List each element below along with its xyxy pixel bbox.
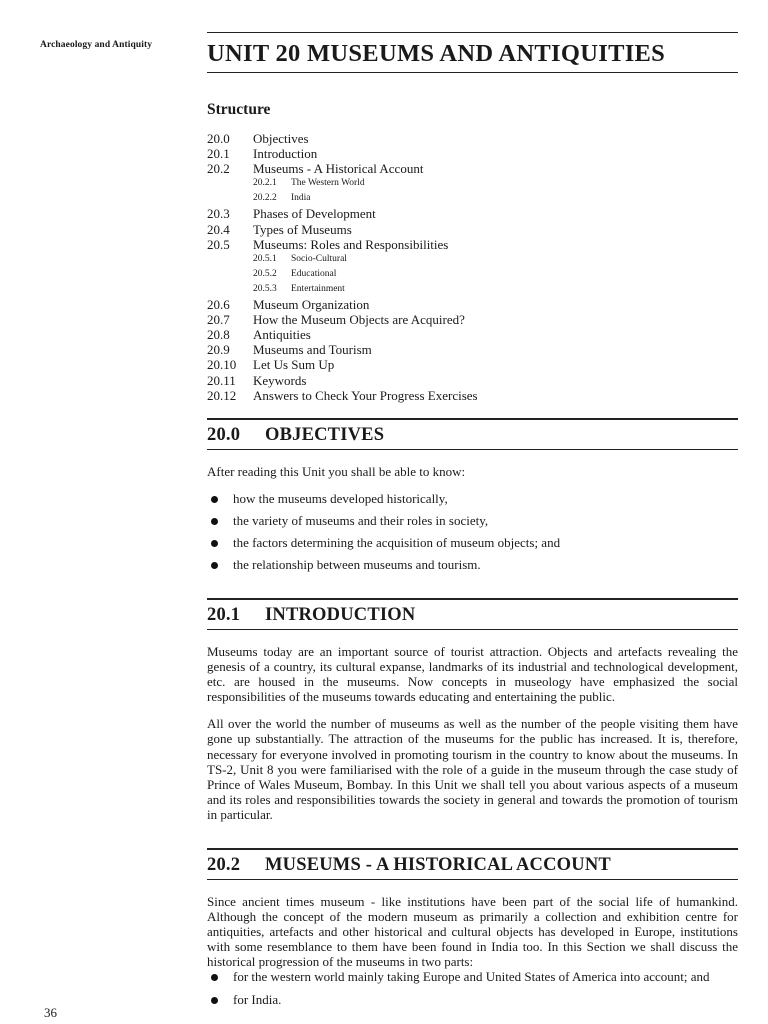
section-title: MUSEUMS - A HISTORICAL ACCOUNT	[265, 855, 611, 875]
list-item: how the museums developed historically,	[207, 491, 738, 506]
toc-entry	[207, 327, 738, 342]
toc-title: Types of Museums	[253, 221, 352, 237]
list-item: the variety of museums and their roles in society,	[207, 513, 738, 528]
toc-number: 20.5	[207, 236, 230, 252]
toc-subentry	[207, 282, 738, 297]
toc-entry	[207, 146, 738, 161]
toc-number: 20.5.3	[253, 283, 277, 294]
historical-paragraph: Since ancient times museum - like institutions have been part of the social life of humankind. Although the concept of the modern museum as primarily a collection and exhibition centre for antiquities, artefacts and other historical and cultural objects has developed in Europe, institutions with some resemblance to them have been found in India too. In this Section we shall discuss the historical progression of the museums in two parts:	[207, 894, 738, 970]
toc-subentry	[207, 191, 738, 206]
toc-number: 20.2.2	[253, 193, 277, 204]
toc-entry	[207, 237, 738, 252]
toc-title: Objectives	[253, 131, 309, 146]
title-rule-top	[207, 32, 738, 33]
section-number: 20.2	[207, 855, 241, 875]
toc-title: Introduction	[253, 146, 318, 162]
toc-number: 20.0	[207, 131, 230, 146]
section-title: OBJECTIVES	[265, 425, 385, 445]
toc-title: Phases of Development	[253, 206, 376, 222]
toc-subentry	[207, 176, 738, 191]
toc-title: Educational	[291, 268, 337, 279]
unit-title-block	[207, 32, 738, 73]
toc-number: 20.8	[207, 327, 230, 343]
toc-title: Let Us Sum Up	[253, 357, 335, 373]
toc-number: 20.4	[207, 221, 230, 237]
toc-number: 20.6	[207, 297, 230, 313]
toc-number: 20.2	[207, 161, 230, 177]
toc-number: 20.9	[207, 342, 230, 358]
toc-entry	[207, 312, 738, 327]
introduction-paragraph-1: Museums today are an important source of tourist attraction. Objects and artefacts revealing the genesis of a country, its cultural expanse, landmarks of its industrial and technological development, etc. are housed in the museums. Now concepts in museology have emphasized the social responsibilities of the museums towards educating and entertaining the public.	[207, 644, 738, 705]
toc-title: Museums - A Historical Account	[253, 161, 424, 177]
section-number: 20.0	[207, 425, 241, 445]
toc-title: India	[291, 193, 311, 204]
toc-subentry	[207, 267, 738, 282]
list-item: for the western world mainly taking Europe and United States of America into account; and	[207, 969, 738, 984]
toc-number: 20.3	[207, 206, 230, 222]
toc-title: Museum Organization	[253, 297, 370, 313]
toc-number: 20.5.2	[253, 268, 277, 279]
toc-title: Keywords	[253, 372, 307, 388]
toc-subentry	[207, 252, 738, 267]
list-item: for India.	[207, 992, 738, 1007]
objectives-heading	[207, 418, 738, 450]
toc-title: Museums and Tourism	[253, 342, 372, 358]
introduction-section	[207, 598, 738, 822]
toc-title: The Western World	[291, 178, 365, 189]
toc-number: 20.2.1	[253, 178, 277, 189]
list-item: the factors determining the acquisition of museum objects; and	[207, 535, 738, 550]
toc-entry	[207, 373, 738, 388]
unit-title: UNIT 20 MUSEUMS AND ANTIQUITIES	[207, 40, 666, 67]
toc-number: 20.11	[207, 372, 236, 388]
historical-list	[207, 969, 738, 1006]
toc-title: Museums: Roles and Responsibilities	[253, 236, 449, 252]
toc-title: Answers to Check Your Progress Exercises	[253, 387, 478, 403]
page-number: 36	[44, 1005, 57, 1020]
toc-entry	[207, 342, 738, 357]
table-of-contents	[207, 131, 738, 403]
toc-entry	[207, 357, 738, 372]
objectives-list	[207, 491, 738, 572]
toc-entry	[207, 297, 738, 312]
toc-title: Antiquities	[253, 327, 311, 343]
historical-section	[207, 848, 738, 1007]
toc-entry	[207, 388, 738, 403]
toc-number: 20.12	[207, 387, 237, 403]
toc-number: 20.1	[207, 146, 230, 162]
objectives-section	[207, 418, 738, 572]
toc-title: How the Museum Objects are Acquired?	[253, 312, 465, 328]
toc-number: 20.7	[207, 312, 230, 328]
objectives-intro: After reading this Unit you shall be able to know:	[207, 464, 466, 479]
toc-number: 20.5.1	[253, 253, 277, 264]
toc-entry	[207, 222, 738, 237]
toc-entry	[207, 161, 738, 176]
running-header: Archaeology and Antiquity	[40, 40, 153, 50]
structure-heading: Structure	[207, 101, 271, 118]
toc-title: Socio-Cultural	[291, 253, 347, 264]
introduction-heading	[207, 598, 738, 630]
historical-heading	[207, 848, 738, 880]
section-number: 20.1	[207, 605, 241, 625]
introduction-paragraph-2: All over the world the number of museums as well as the number of the people visiting them have gone up substantially. The attraction of the museums for the public has increased. It is, therefore, necessary for everyone involved in promoting tourism in the country to know about the museums. In TS-2, Unit 8 you were familiarised with the role of a guide in the museum through the case study of Prince of Wales Museum, Bombay. In this Unit we shall tell you about various aspects of a museum and its roles and responsibilities towards the society in general and towards the promotion of tourism in particular.	[207, 716, 738, 822]
list-item: the relationship between museums and tourism.	[207, 557, 738, 572]
toc-title: Entertainment	[291, 283, 345, 294]
toc-number: 20.10	[207, 357, 237, 373]
toc-entry	[207, 206, 738, 221]
title-rule-bottom	[207, 72, 738, 73]
toc-entry	[207, 131, 738, 146]
section-title: INTRODUCTION	[265, 605, 416, 625]
